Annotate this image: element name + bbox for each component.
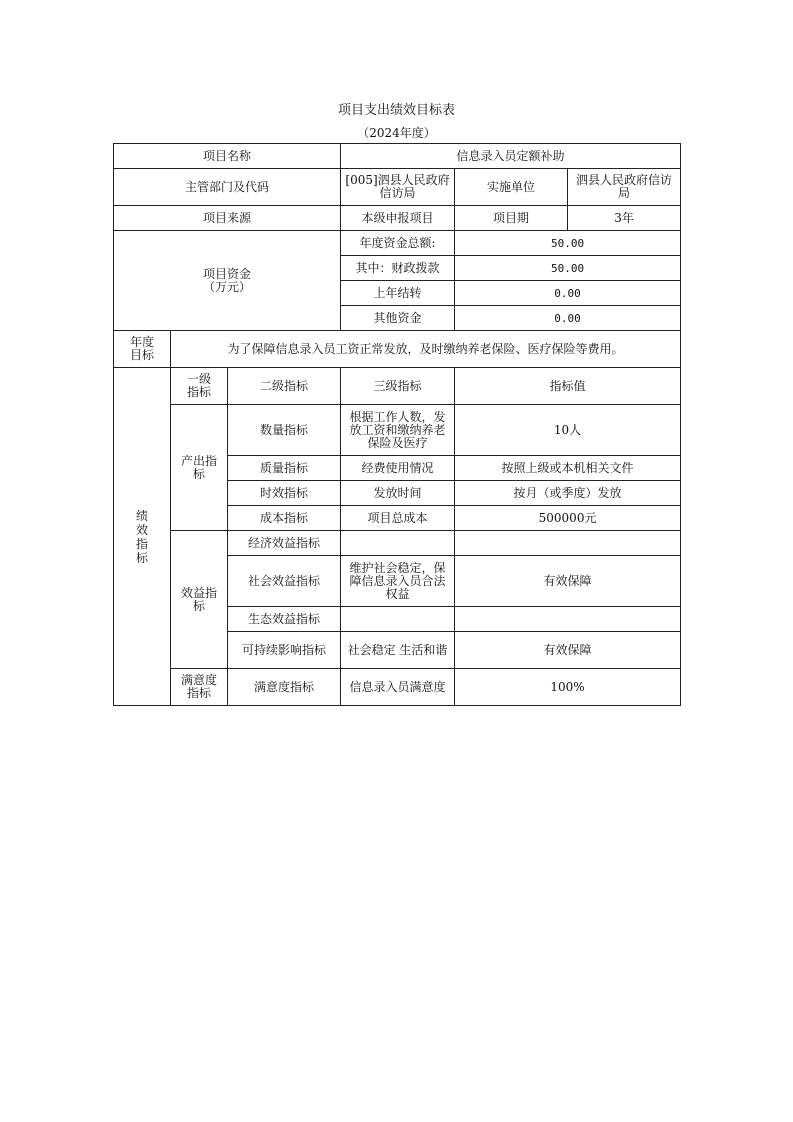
value-cell: 按照上级或本机相关文件 — [455, 456, 681, 481]
page-title: 项目支出绩效目标表 — [337, 103, 455, 118]
finance-value: 50.00 — [455, 256, 681, 281]
level3-header: 三级指标 — [341, 368, 455, 405]
perf-label-cell — [114, 368, 171, 706]
annual-goal-value: 为了保障信息录入员工资正常发放，及时缴纳养老保险、医疗保险等费用。 — [171, 331, 681, 368]
level1-header: 一级 指标 — [171, 368, 228, 405]
l3-cell: 维护社会稳定，保障信息录入员合法权益 — [341, 556, 455, 607]
value-cell: 按月（或季度）发放 — [455, 481, 681, 506]
value-cell: 10人 — [455, 405, 681, 456]
project-name-value: 信息录入员定额补助 — [341, 144, 681, 169]
l2-cell: 生态效益指标 — [228, 607, 341, 632]
value-cell — [455, 531, 681, 556]
satisfaction-group: 满意度 指标 — [171, 669, 228, 706]
l2-cell: 可持续影响指标 — [228, 632, 341, 669]
indicator-value-header: 指标值 — [455, 368, 681, 405]
l2-cell: 社会效益指标 — [228, 556, 341, 607]
carryover-label: 上年结转 — [341, 281, 455, 306]
funds-label: 项目资金 （万元） — [114, 231, 341, 331]
value-cell: 有效保障 — [455, 632, 681, 669]
page-subtitle: （2024年度） — [357, 126, 436, 140]
l2-cell: 经济效益指标 — [228, 531, 341, 556]
l3-cell: 信息录入员满意度 — [341, 669, 455, 706]
value-cell: 500000元 — [455, 506, 681, 531]
l3-cell: 经费使用情况 — [341, 456, 455, 481]
finance-label: 其中：财政拨款 — [341, 256, 455, 281]
source-label: 项目来源 — [114, 206, 341, 231]
impl-unit-label: 实施单位 — [455, 169, 568, 206]
dept-label: 主管部门及代码 — [114, 169, 341, 206]
annual-total-value: 50.00 — [455, 231, 681, 256]
annual-total-label: 年度资金总额: — [341, 231, 455, 256]
performance-target-table — [113, 143, 681, 706]
other-value: 0.00 — [455, 306, 681, 331]
value-cell: 有效保障 — [455, 556, 681, 607]
period-label: 项目期 — [455, 206, 568, 231]
l3-cell: 社会稳定 生活和谐 — [341, 632, 455, 669]
annual-goal-label: 年度 目标 — [114, 331, 171, 368]
value-cell: 100% — [455, 669, 681, 706]
carryover-value: 0.00 — [455, 281, 681, 306]
output-group: 产出指 标 — [171, 405, 228, 531]
level2-header: 二级指标 — [228, 368, 341, 405]
l3-cell: 发放时间 — [341, 481, 455, 506]
benefit-group: 效益指 标 — [171, 531, 228, 669]
perf-label: 绩效指标 — [135, 508, 148, 565]
l2-cell: 满意度指标 — [228, 669, 341, 706]
project-name-label: 项目名称 — [114, 144, 341, 169]
l3-cell — [341, 607, 455, 632]
l3-cell: 项目总成本 — [341, 506, 455, 531]
l2-cell: 成本指标 — [228, 506, 341, 531]
dept-value: [005]泗县人民政府信访局 — [341, 169, 455, 206]
l2-cell: 数量指标 — [228, 405, 341, 456]
source-value: 本级申报项目 — [341, 206, 455, 231]
l2-cell: 时效指标 — [228, 481, 341, 506]
l3-cell — [341, 531, 455, 556]
l3-cell: 根据工作人数，发放工资和缴纳养老保险及医疗 — [341, 405, 455, 456]
other-label: 其他资金 — [341, 306, 455, 331]
impl-unit-value: 泗县人民政府信访局 — [568, 169, 681, 206]
l2-cell: 质量指标 — [228, 456, 341, 481]
period-value: 3年 — [568, 206, 681, 231]
value-cell — [455, 607, 681, 632]
